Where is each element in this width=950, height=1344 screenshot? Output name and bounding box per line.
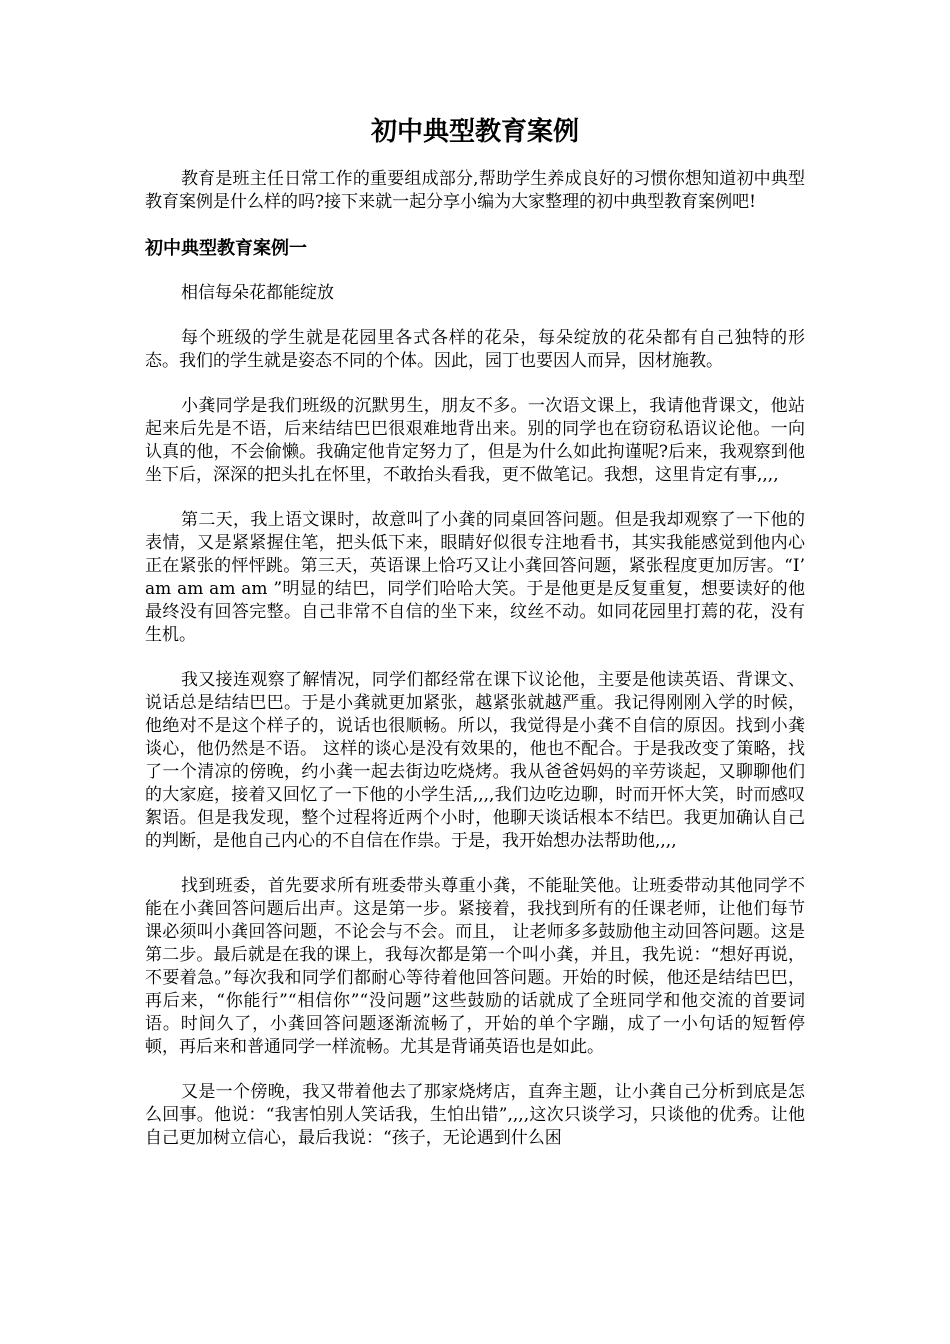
document-title: 初中典型教育案例 <box>370 117 579 147</box>
body-paragraph: 小龚同学是我们班级的沉默男生，朋友不多。一次语文课上，我请他背课文，他站起来后先是不语，后来结结巴巴很艰难地背出来。别的同学也在窃窃私语议论他。一向认真的他，不会偷懒。我确定他肯定努力了，但是为什么如此拘谨呢?后来，我观察到他坐下后，深深的把头扎在怀里，不敢抬头看我，更不做笔记。我想，这里肯定有事,,,, <box>145 396 805 485</box>
intro-paragraph: 教育是班主任日常工作的重要组成部分,帮助学生养成良好的习惯你想知道初中典型教育案例是什么样的吗?接下来就一起分享小编为大家整理的初中典型教育案例吧! <box>145 169 805 212</box>
body-paragraph: 我又接连观察了解情况，同学们都经常在课下议论他，主要是他读英语、背课文、说话总是结结巴巴。于是小龚就更加紧张，越紧张就越严重。我记得刚刚入学的时候，他绝对不是这个样子的，说话也很顺畅。所以，我觉得是小龚不自信的原因。找到小龚谈心，他仍然是不语。 这样的谈心是没有效果的，他也不配合。于是我改变了策略，找了一个清凉的傍晚，约小龚一起去街边吃烧烤。我从爸爸妈妈的辛劳谈起，又聊聊他们的大家庭，接着又回忆了一下他的小学生活,,,,我们边吃边聊，时而开怀大笑，时而感叹絮语。但是我发现，整个过程将近两个小时，他聊天谈话根本不结巴。我更加确认自己的判断，是他自己内心的不自信在作祟。于是，我开始想办法帮助他,,,, <box>145 670 805 851</box>
document-body <box>145 112 805 1172</box>
section-heading: 初中典型教育案例一 <box>145 238 307 259</box>
body-paragraph: 又是一个傍晚，我又带着他去了那家烧烤店，直奔主题，让小龚自己分析到底是怎么回事。他说：“我害怕别人笑话我，生怕出错”,,,,这次只谈学习，只谈他的优秀。让他自己更加树立信心，最后我说：“孩子，无论遇到什么困 <box>145 1082 805 1148</box>
body-paragraph: 第二天，我上语文课时，故意叫了小龚的同桌回答问题。但是我却观察了一下他的表情，又是紧紧握住笔，把头低下来，眼睛好似很专注地看书，其实我能感觉到他内心正在紧张的怦怦跳。第三天，英语课上恰巧又让小龚回答问题，紧张程度更加厉害。“I’ am am am am ”明显的结巴，同学们哈哈大笑。于是他更是反复重复，想要读好的他最终没有回答完整。自己非常不自信的坐下来，纹丝不动。如同花园里打蔫的花，没有生机。 <box>145 510 805 645</box>
body-paragraph: 找到班委，首先要求所有班委带头尊重小龚，不能耻笑他。让班委带动其他同学不能在小龚回答问题后出声。这是第一步。紧接着，我找到所有的任课老师，让他们每节课必须叫小龚回答问题，不论会与不会。而且， 让老师多多鼓励他主动回答问题。这是第二步。最后就是在我的课上，我每次都是第一个叫小龚，并且，我先说：“想好再说，不要着急。”每次我和同学们都耐心等待着他回答问题。开始的时候，他还是结结巴巴，再后来，“你能行”“相信你”“没问题”这些鼓励的话就成了全班同学和他交流的首要词语。时间久了，小龚回答问题逐渐流畅了，开始的单个字蹦，成了一小句话的短暂停顿，再后来和普通同学一样流畅。尤其是背诵英语也是如此。 <box>145 876 805 1057</box>
body-paragraph: 每个班级的学生就是花园里各式各样的花朵，每朵绽放的花朵都有自己独特的形态。我们的学生就是姿态不同的个体。因此，园丁也要因人而异，因材施教。 <box>145 328 805 371</box>
case-subtitle: 相信每朵花都能绽放 <box>181 283 334 303</box>
